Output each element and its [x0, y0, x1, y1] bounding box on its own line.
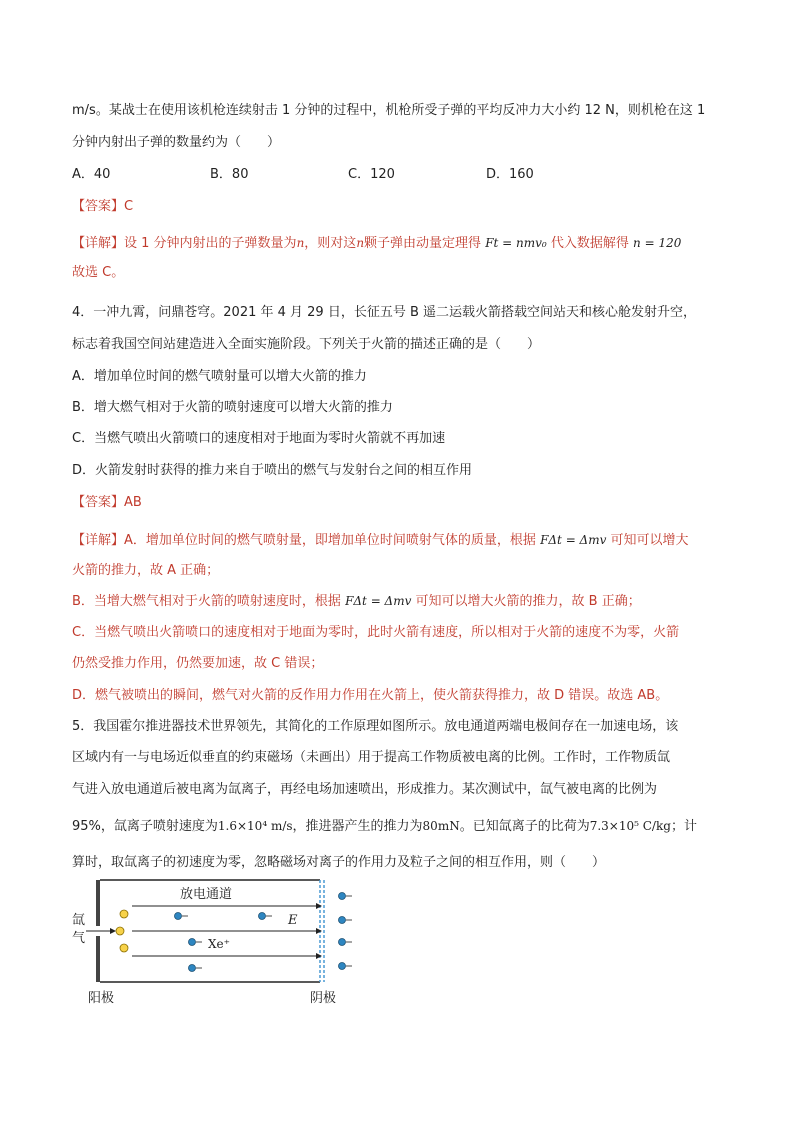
- q5-text: ；计: [670, 819, 697, 834]
- q5-text: ，推进器产生的推力为: [292, 819, 423, 834]
- xenon-atom: [120, 910, 128, 918]
- q3-option-a: A．40: [72, 167, 111, 182]
- q3-conclusion: 故选 C。: [72, 265, 125, 280]
- q4-line-1: 4．一冲九霄，问鼎苍穹。2021 年 4 月 29 日，长征五号 B 遥二运载火箭搭载空间站天和核心舱发射升空，: [72, 305, 697, 320]
- gas-label-1: 氙: [72, 913, 86, 928]
- q4-detail-b: [72, 592, 641, 611]
- q5-line-4: [72, 817, 697, 836]
- xenon-atom: [120, 944, 128, 952]
- ion-label: Xe⁺: [208, 937, 230, 951]
- arrowhead: [316, 953, 322, 959]
- ion-speed: 1.6×10⁴ m/s: [217, 819, 293, 833]
- q4-answer: [72, 494, 142, 512]
- charge-mass-ratio: 7.3×10⁵ C/kg: [589, 819, 671, 833]
- gas-label-2: 气: [72, 931, 86, 946]
- anode-label: 阳极: [88, 991, 115, 1006]
- detail-text: ，则对这: [304, 236, 357, 251]
- anode-plate-top: [96, 880, 100, 926]
- q4-detail-c-1: C．当燃气喷出火箭喷口的速度相对于地面为零时，此时火箭有速度，所以相对于火箭的速度不为零，火箭: [72, 625, 680, 640]
- q3-option-b: B．80: [210, 167, 249, 182]
- q4-option-c: C．当燃气喷出火箭喷口的速度相对于地面为零时火箭就不再加速: [72, 431, 446, 446]
- q3-line-2: 分钟内射出子弹的数量约为（ ）: [72, 135, 281, 150]
- equation: FΔt = Δmv: [540, 533, 607, 547]
- xenon-ion: [175, 913, 189, 920]
- q4-option-a: A．增加单位时间的燃气喷射量可以增大火箭的推力: [72, 369, 367, 384]
- equation: n = 120: [633, 236, 682, 250]
- xenon-ion: [189, 939, 203, 946]
- q4-option-d: D．火箭发射时获得的推力来自于喷出的燃气与发射台之间的相互作用: [72, 463, 473, 478]
- q3-detail: [72, 234, 681, 253]
- xenon-atom: [116, 927, 124, 935]
- detail-text: 颗子弹由动量定理得: [364, 236, 482, 251]
- answer-tag: 【答案】: [72, 495, 125, 510]
- q5-line-2: 区域内有一与电场近似垂直的约束磁场（未画出）用于提高工作物质被电离的比例。工作时，工作物质氙: [72, 750, 671, 765]
- detail-text: 可知可以增大: [610, 533, 689, 548]
- q3-option-d: D．160: [486, 167, 534, 182]
- answer-value: C: [124, 199, 134, 214]
- detail-tag: 【详解】: [72, 236, 125, 251]
- xenon-ion: [339, 917, 353, 924]
- equation: FΔt = Δmv: [345, 594, 412, 608]
- xenon-ion: [339, 893, 353, 900]
- hall-thruster-diagram: [70, 872, 370, 1012]
- thrust-value: 80mN: [422, 819, 460, 833]
- anode-plate-bottom: [96, 936, 100, 982]
- q4-detail-a-2: 火箭的推力，故 A 正确；: [72, 563, 220, 578]
- q4-line-2: 标志着我国空间站建造进入全面实施阶段。下列关于火箭的描述正确的是（ ）: [72, 337, 541, 352]
- q3-option-c: C．120: [348, 167, 395, 182]
- q4-detail-d: D．燃气被喷出的瞬间，燃气对火箭的反作用力作用在火箭上，使火箭获得推力，故 D 错误。故选 AB。: [72, 688, 669, 703]
- answer-tag: 【答案】: [72, 199, 125, 214]
- q4-option-b: B．增大燃气相对于火箭的喷射速度可以增大火箭的推力: [72, 400, 393, 415]
- math-n: n: [356, 236, 365, 250]
- detail-text: B．当增大燃气相对于火箭的喷射速度时，根据: [72, 594, 341, 609]
- channel-label: 放电通道: [180, 887, 233, 902]
- xenon-ion: [189, 965, 203, 972]
- q3-answer: [72, 198, 133, 216]
- detail-text: 可知可以增大火箭的推力，故 B 正确；: [415, 594, 641, 609]
- math-n: n: [296, 236, 305, 250]
- q5-text: 95%，氙离子喷射速度为: [72, 819, 218, 834]
- q5-line-3: 气进入放电通道后被电离为氙离子，再经电场加速喷出，形成推力。某次测试中，氙气被电离的比例为: [72, 782, 658, 797]
- q3-line-1: m/s。某战士在使用该机枪连续射击 1 分钟的过程中，机枪所受子弹的平均反冲力大小约 12 N，则机枪在这 1: [72, 103, 706, 118]
- field-label: E: [288, 913, 298, 928]
- q4-detail-a-1: [72, 531, 689, 550]
- answer-value: AB: [124, 495, 142, 510]
- cathode-label: 阴极: [310, 991, 337, 1006]
- detail-text: A．增加单位时间的燃气喷射量，即增加单位时间喷射气体的质量，根据: [124, 533, 536, 548]
- equation: Ft = nmv₀: [485, 236, 547, 250]
- q4-detail-c-2: 仍然受推力作用，仍然要加速，故 C 错误；: [72, 656, 324, 671]
- q5-text: 。已知氙离子的比荷为: [459, 819, 590, 834]
- q5-line-5: 算时，取氙离子的初速度为零，忽略磁场对离子的作用力及粒子之间的相互作用，则（ ）: [72, 855, 606, 870]
- q5-line-1: 5．我国霍尔推进器技术世界领先，其简化的工作原理如图所示。放电通道两端电极间存在一加速电场，该: [72, 719, 679, 734]
- arrowhead: [316, 928, 322, 934]
- arrowhead: [316, 903, 322, 909]
- detail-tag: 【详解】: [72, 533, 125, 548]
- xenon-ion: [259, 913, 273, 920]
- arrowhead: [110, 928, 116, 934]
- detail-text: 代入数据解得: [550, 236, 629, 251]
- xenon-ion: [339, 963, 353, 970]
- xenon-ion: [339, 939, 353, 946]
- detail-text: 设 1 分钟内射出的子弹数量为: [124, 236, 297, 251]
